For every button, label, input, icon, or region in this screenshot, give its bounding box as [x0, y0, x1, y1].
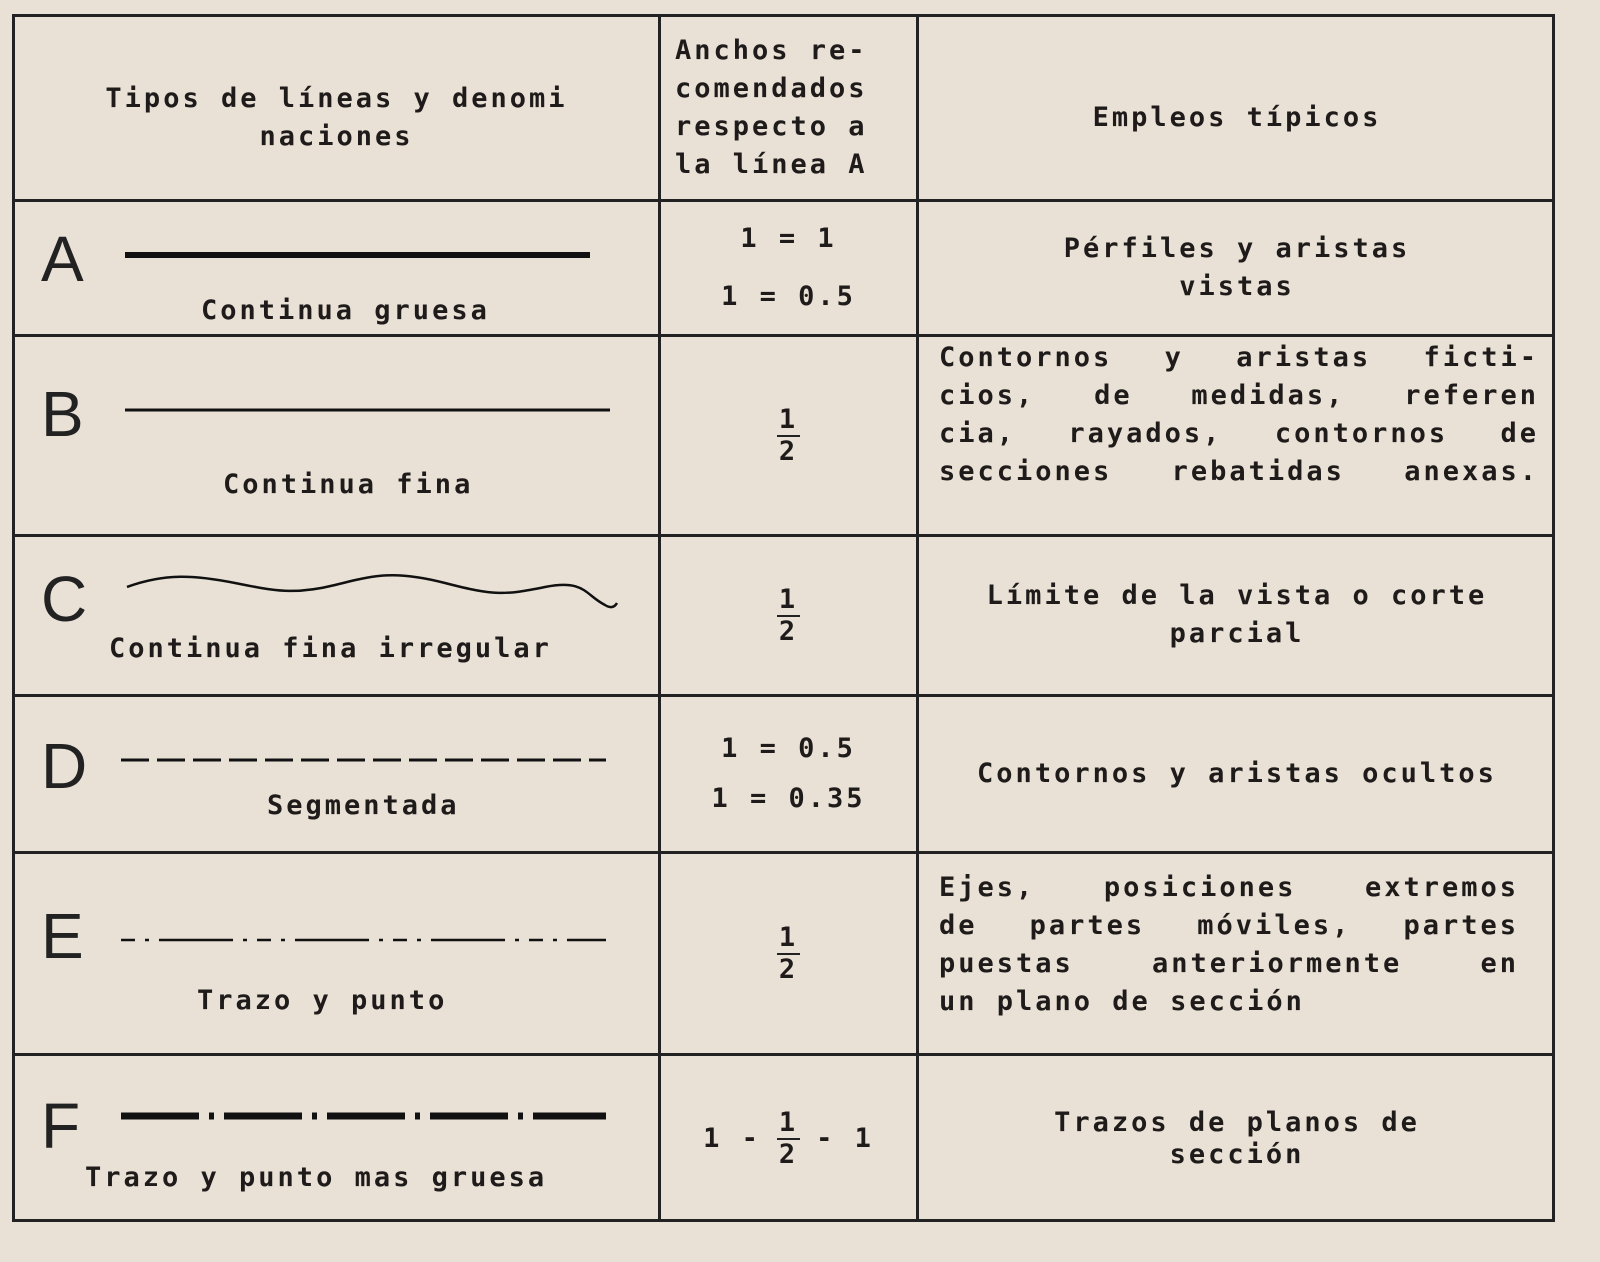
line-name: Trazo y punto	[197, 985, 448, 1016]
use-text: parcial	[1169, 618, 1305, 649]
fraction-denominator: 2	[778, 615, 799, 647]
dash-dot-line-sample	[121, 935, 611, 945]
width-fraction	[661, 854, 916, 1053]
use-text: Límite de la vista o corte	[986, 580, 1488, 611]
fraction-numerator: 1	[778, 921, 799, 953]
width-fraction	[661, 537, 916, 694]
width-value: 1 -	[703, 1123, 761, 1154]
line-name: Continua gruesa	[201, 295, 490, 326]
use-text: Contornos y aristas ocultos	[977, 758, 1497, 789]
typical-use	[939, 339, 1539, 491]
line-types-table	[12, 14, 1555, 1222]
use-text: un plano de sección	[939, 986, 1305, 1017]
header-text: la línea A	[675, 149, 868, 180]
use-text: Trazos de planos de	[1054, 1107, 1420, 1138]
line-letter: D	[41, 730, 88, 802]
width-value: 1 = 0.5	[721, 733, 856, 764]
typical-use	[919, 577, 1555, 653]
use-text: Pérfiles y aristas	[1063, 233, 1411, 264]
fraction-numerator: 1	[778, 1107, 799, 1138]
width-value: - 1	[816, 1123, 874, 1154]
use-text: cios, de medidas, referen	[939, 380, 1539, 411]
header-line-types	[15, 17, 658, 199]
use-text: Ejes, posiciones extremos	[939, 872, 1519, 903]
typical-use	[919, 697, 1555, 851]
thick-continuous-line-sample	[125, 247, 595, 263]
use-text: sección	[1169, 1139, 1305, 1170]
line-name: Continua fina irregular	[109, 633, 552, 664]
typical-use	[919, 202, 1555, 334]
typical-use	[939, 869, 1519, 1021]
header-uses	[919, 17, 1555, 199]
width-values	[661, 697, 916, 851]
fraction-numerator: 1	[778, 583, 799, 615]
line-name: Segmentada	[267, 790, 460, 821]
irregular-line-sample	[125, 565, 620, 615]
header-text: Empleos típicos	[1092, 102, 1382, 133]
line-letter: C	[41, 563, 88, 635]
line-letter: E	[41, 900, 84, 972]
fraction-numerator: 1	[778, 403, 799, 435]
header-widths	[661, 17, 916, 199]
typical-use	[919, 1056, 1555, 1222]
line-name: Trazo y punto mas gruesa	[85, 1162, 548, 1193]
thin-continuous-line-sample	[125, 405, 615, 415]
use-text: cia, rayados, contornos de	[939, 418, 1539, 449]
thick-dash-dot-line-sample	[121, 1109, 611, 1123]
use-text: vistas	[1179, 271, 1295, 302]
use-text: puestas anteriormente en	[939, 948, 1519, 979]
use-text: de partes móviles, partes	[939, 910, 1519, 941]
width-values	[661, 202, 916, 334]
dashed-line-sample	[121, 755, 611, 765]
line-letter: B	[41, 378, 84, 450]
fraction-denominator: 2	[778, 435, 799, 467]
line-name: Continua fina	[223, 469, 474, 500]
header-text: comendados	[675, 73, 868, 104]
use-text: secciones rebatidas anexas.	[939, 456, 1539, 487]
width-values	[661, 1056, 916, 1222]
header-text: respecto a	[675, 111, 868, 142]
width-value: 1 = 0.35	[711, 783, 866, 814]
header-text: naciones	[259, 121, 414, 152]
line-letter: F	[41, 1090, 81, 1162]
width-fraction	[661, 337, 916, 534]
use-text: Contornos y aristas ficti-	[939, 342, 1539, 373]
width-value: 1 = 0.5	[721, 281, 856, 312]
header-text: Tipos de líneas y denomi	[105, 83, 568, 114]
fraction-denominator: 2	[778, 953, 799, 985]
fraction-denominator: 2	[778, 1139, 799, 1170]
line-letter: A	[41, 223, 84, 295]
header-text: Anchos re-	[675, 35, 868, 66]
width-value: 1 = 1	[740, 223, 837, 254]
